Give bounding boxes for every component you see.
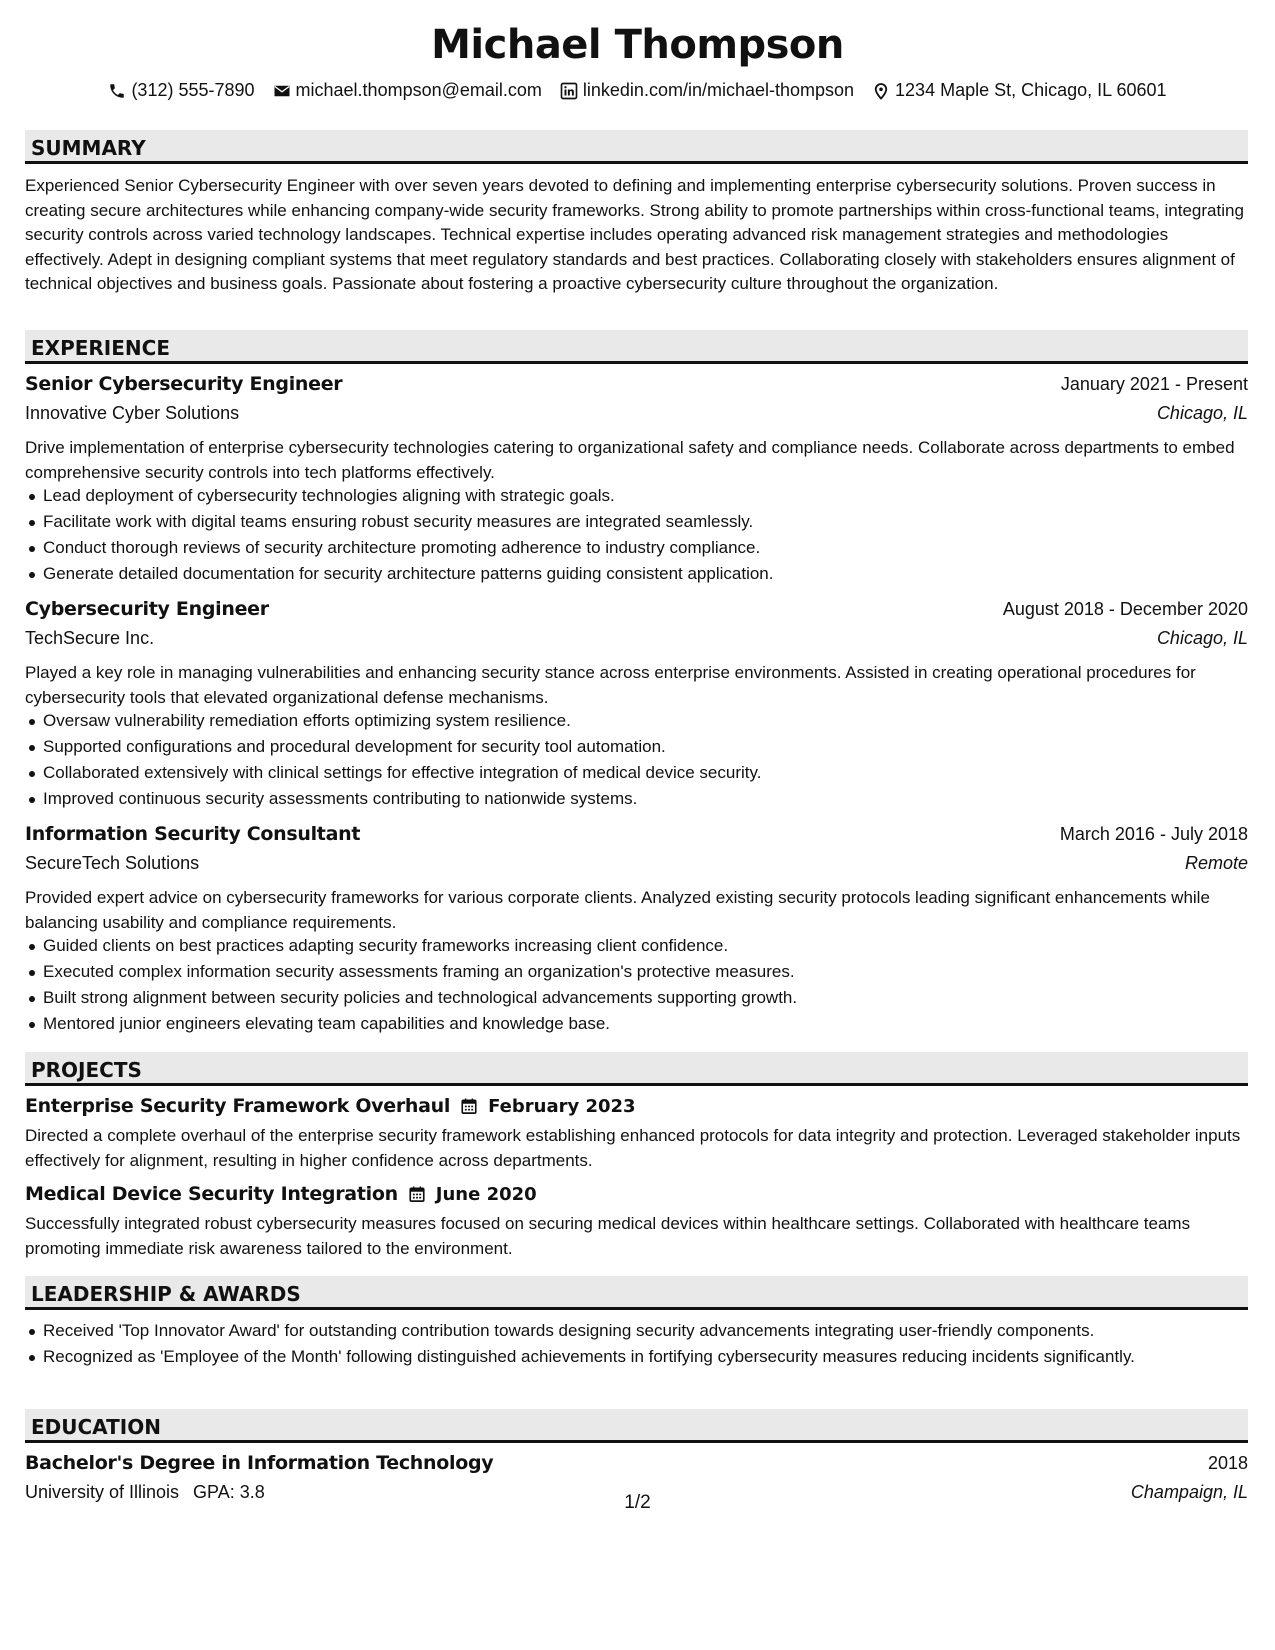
job-location: Chicago, IL	[1156, 628, 1248, 648]
job-subheader	[25, 403, 1248, 424]
contact-bar	[0, 80, 1275, 101]
project-title: Medical Device Security Integration	[25, 1183, 398, 1205]
job-description: Drive implementation of enterprise cybersecurity technologies catering to organizational safety and compliance needs. Collaborate across departments to embed comprehensive security controls into tech platforms effectively.	[25, 438, 1235, 482]
job-subheader	[25, 628, 1248, 649]
email-link[interactable]: michael.thompson@email.com	[295, 80, 542, 100]
calendar-icon	[408, 1185, 426, 1203]
leadership-heading: LEADERSHIP & AWARDS	[25, 1276, 1248, 1310]
summary-text: Experienced Senior Cybersecurity Engineer with over seven years devoted to defining and implementing enterprise cybersecurity solutions. Proven success in creating secure architectures while enhancing company-wide security frameworks. Strong ability to promote partnerships within cross-functional teams, integrating security controls across varied technology landscapes. Technical expertise includes operating advanced risk management strategies and methodologies effectively. Adept in designing compliant systems that meet regulatory standards and best practices. Collaborating closely with stakeholders ensures alignment of technical objectives and business goals. Passionate about fostering a proactive cybersecurity culture throughout the organization.	[25, 176, 1244, 293]
project-header	[25, 1183, 537, 1205]
project-date: February 2023	[488, 1095, 636, 1117]
list-item: Improved continuous security assessments contributing to nationwide systems.	[25, 787, 1248, 812]
job-dates: August 2018 - December 2020	[1002, 599, 1248, 619]
job-bullets	[25, 709, 1248, 813]
contact-address	[872, 80, 1167, 101]
calendar-icon	[460, 1097, 478, 1115]
project-header	[25, 1095, 636, 1117]
job-title: Cybersecurity Engineer	[25, 598, 269, 620]
phone-icon	[108, 82, 126, 100]
education-header	[25, 1452, 1248, 1474]
contact-linkedin[interactable]	[560, 80, 854, 101]
candidate-name: Michael Thompson	[431, 22, 844, 68]
address-text: 1234 Maple St, Chicago, IL 60601	[895, 80, 1167, 100]
job-description: Provided expert advice on cybersecurity frameworks for various corporate clients. Analyzed existing security protocols leading significant enhancements while balancing usability and compliance requirements.	[25, 888, 1210, 932]
degree-title: Bachelor's Degree in Information Technology	[25, 1452, 494, 1474]
list-item: Generate detailed documentation for security architecture patterns guiding consistent application.	[25, 562, 1248, 587]
school-location: Champaign, IL	[1130, 1482, 1248, 1502]
job-company: Innovative Cyber Solutions	[25, 403, 240, 423]
list-item: Supported configurations and procedural development for security tool automation.	[25, 735, 1248, 760]
job-header	[25, 823, 1248, 845]
project-title: Enterprise Security Framework Overhaul	[25, 1095, 451, 1117]
experience-heading: EXPERIENCE	[25, 330, 1248, 364]
list-item: Recognized as 'Employee of the Month' following distinguished achievements in fortifying cybersecurity measures reducing incidents significantly.	[25, 1345, 1248, 1370]
list-item: Lead deployment of cybersecurity technologies aligning with strategic goals.	[25, 484, 1248, 509]
education-heading: EDUCATION	[25, 1409, 1248, 1443]
project-date: June 2020	[435, 1183, 537, 1205]
map-pin-icon	[872, 82, 890, 100]
job-description: Played a key role in managing vulnerabilities and enhancing security stance across enterprise environments. Assisted in creating operational procedures for cybersecurity tools that elevated organizational defense mechanisms.	[25, 663, 1196, 707]
list-item: Built strong alignment between security policies and technological advancements supporting growth.	[25, 986, 1248, 1011]
page-number: 1/2	[624, 1492, 651, 1513]
school-name: University of Illinois	[25, 1482, 180, 1502]
graduation-year: 2018	[1207, 1453, 1248, 1473]
job-dates: January 2021 - Present	[1060, 374, 1248, 394]
job-location: Chicago, IL	[1156, 403, 1248, 423]
envelope-icon	[273, 82, 291, 100]
job-location: Remote	[1184, 853, 1248, 873]
list-item: Executed complex information security assessments framing an organization's protective measures.	[25, 960, 1248, 985]
job-header	[25, 373, 1248, 395]
job-header	[25, 598, 1248, 620]
contact-phone	[108, 80, 254, 101]
projects-heading: PROJECTS	[25, 1052, 1248, 1086]
project-description: Directed a complete overhaul of the enterprise security framework establishing enhanced protocols for data integrity and protection. Leveraged stakeholder inputs effectively for alignment, resulting in higher confidence across departments.	[25, 1126, 1241, 1170]
summary-heading: SUMMARY	[25, 130, 1248, 164]
project-description: Successfully integrated robust cybersecurity measures focused on securing medical devices within healthcare settings. Collaborated with healthcare teams promoting immediate risk awareness tailored to the environment.	[25, 1214, 1191, 1258]
contact-email[interactable]	[273, 80, 542, 101]
leadership-bullets	[25, 1319, 1248, 1371]
job-bullets	[25, 934, 1248, 1038]
list-item: Received 'Top Innovator Award' for outstanding contribution towards designing security advancements integrating user-friendly components.	[25, 1319, 1248, 1344]
list-item: Conduct thorough reviews of security architecture promoting adherence to industry compliance.	[25, 536, 1248, 561]
gpa-text: GPA: 3.8	[193, 1482, 265, 1502]
list-item: Collaborated extensively with clinical settings for effective integration of medical device security.	[25, 761, 1248, 786]
list-item: Guided clients on best practices adapting security frameworks increasing client confidence.	[25, 934, 1248, 959]
job-dates: March 2016 - July 2018	[1059, 824, 1248, 844]
job-company: TechSecure Inc.	[25, 628, 155, 648]
linkedin-icon	[560, 82, 578, 100]
list-item: Mentored junior engineers elevating team capabilities and knowledge base.	[25, 1012, 1248, 1037]
job-title: Senior Cybersecurity Engineer	[25, 373, 343, 395]
job-subheader	[25, 853, 1248, 874]
phone-text: (312) 555-7890	[131, 80, 255, 100]
list-item: Oversaw vulnerability remediation efforts optimizing system resilience.	[25, 709, 1248, 734]
job-title: Information Security Consultant	[25, 823, 361, 845]
job-bullets	[25, 484, 1248, 588]
linkedin-link[interactable]: linkedin.com/in/michael-thompson	[582, 80, 855, 100]
job-company: SecureTech Solutions	[25, 853, 200, 873]
list-item: Facilitate work with digital teams ensuring robust security measures are integrated seamlessly.	[25, 510, 1248, 535]
